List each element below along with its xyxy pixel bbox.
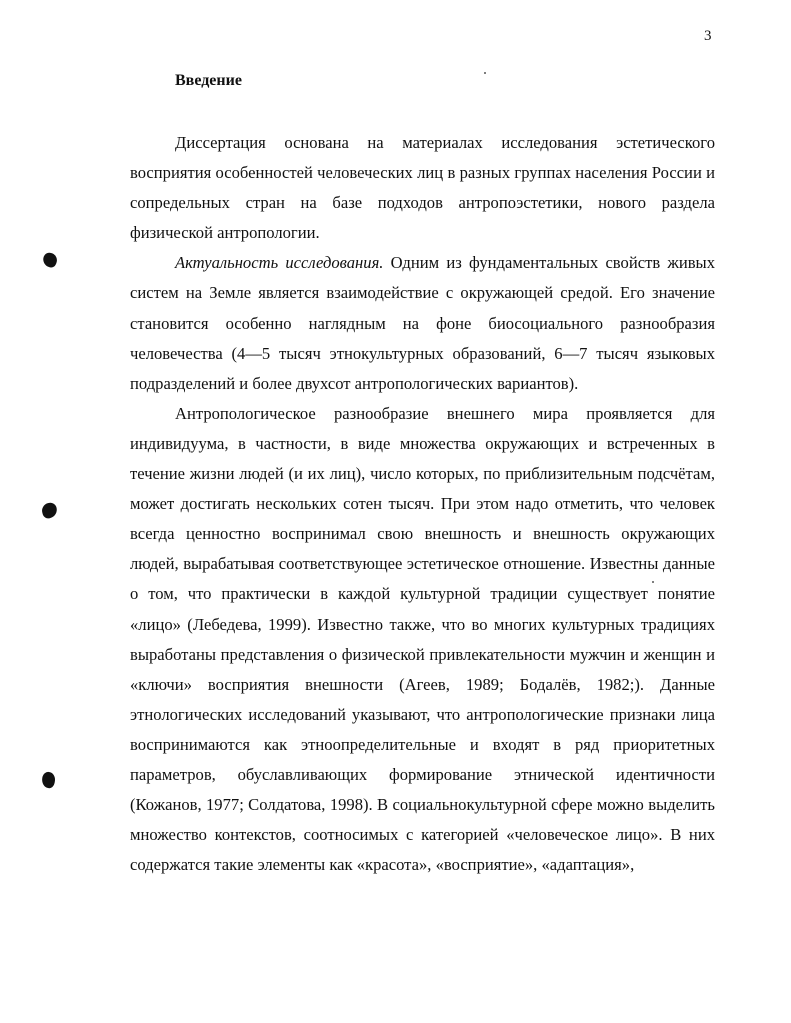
scan-speck [484, 72, 486, 74]
paragraph-lead-italic: Актуальность исследования. [175, 253, 384, 273]
paragraph-text: Антропологическое разнообразие внешнего мира проявляется для индивидуума, в частности, в виде множества окружающих и встреченных в течение жизни людей (и их лиц), число которых, по приблизительным подсчётам, может достигать нескольких сотен тысяч. При этом надо отметить, что человек всегда ценностно воспринимал свою внешность и внешность окружающих людей, вырабатывая соответствующее эстетическое отношение. Известны данные о том, что практически в каждой культурной традиции существует понятие «лицо» (Лебедева, 1999). Известно также, что во многих культурных традициях выработаны представления о физической привлекательности мужчин и женщин и «ключи» восприятия внешности (Агеев, 1989; Бодалёв, 1982;). Данные этнологических исследований указывают, что антропологические признаки лица воспринимаются как этноопределительные и входят в ряд приоритетных параметров, обуславливающих формирование этнической идентичности (Кожанов, 1977; Солдатова, 1998). В социальнокультурной сфере можно выделить множество контекстов, соотносимых с категорией «человеческое лицо». В них содержатся такие элементы как «красота», «восприятие», «адаптация», [130, 403, 715, 875]
binding-hole-mark [41, 771, 57, 789]
page-number: 3 [704, 28, 712, 44]
binding-hole-mark [40, 501, 58, 519]
paragraph-diversity [130, 399, 715, 881]
body-text [130, 128, 715, 880]
paragraph-text: Одним из фундаментальных свойств живых систем на Земле является взаимодействие с окружающей средой. Его значение становится особенно наглядным на фоне биосоциального разнообразия человечества (4—5 тысяч этнокультурных образований, 6—7 тысяч языковых подразделений и более двухсот антропологических вариантов). [130, 253, 716, 393]
paragraph-intro [130, 128, 715, 248]
section-heading: Введение [175, 72, 242, 89]
paragraph-text: Диссертация основана на материалах исследования эстетического восприятия особенностей человеческих лиц в разных группах населения России и сопредельных стран на базе подходов антропоэстетики, нового раздела физической антропологии. [130, 133, 715, 243]
paragraph-relevance [130, 248, 715, 398]
binding-hole-mark [41, 251, 59, 269]
